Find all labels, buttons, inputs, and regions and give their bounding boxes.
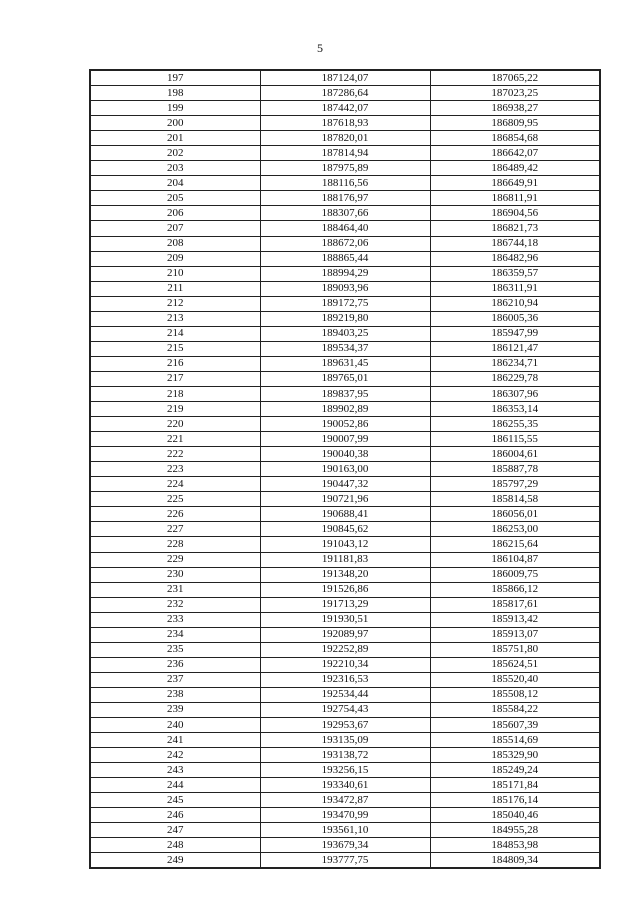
x-coordinate-cell: 193470,99 bbox=[260, 808, 430, 823]
y-coordinate-cell: 185040,46 bbox=[430, 808, 600, 823]
x-coordinate-cell: 189765,01 bbox=[260, 371, 430, 386]
y-coordinate-cell: 186359,57 bbox=[430, 266, 600, 281]
table-row bbox=[90, 763, 600, 778]
x-coordinate-cell: 188176,97 bbox=[260, 191, 430, 206]
point-number-cell: 198 bbox=[90, 86, 260, 101]
point-number-cell: 207 bbox=[90, 221, 260, 236]
table-row bbox=[90, 70, 600, 86]
x-coordinate-cell: 193679,34 bbox=[260, 838, 430, 853]
point-number-cell: 219 bbox=[90, 402, 260, 417]
point-number-cell: 210 bbox=[90, 266, 260, 281]
point-number-cell: 218 bbox=[90, 386, 260, 401]
y-coordinate-cell: 185866,12 bbox=[430, 582, 600, 597]
y-coordinate-cell: 187065,22 bbox=[430, 70, 600, 86]
table-row bbox=[90, 146, 600, 161]
point-number-cell: 248 bbox=[90, 838, 260, 853]
table-row bbox=[90, 492, 600, 507]
point-number-cell: 203 bbox=[90, 161, 260, 176]
x-coordinate-cell: 189172,75 bbox=[260, 296, 430, 311]
table-row bbox=[90, 131, 600, 146]
x-coordinate-cell: 188464,40 bbox=[260, 221, 430, 236]
table-row bbox=[90, 101, 600, 116]
table-row bbox=[90, 718, 600, 733]
y-coordinate-cell: 184853,98 bbox=[430, 838, 600, 853]
table-row bbox=[90, 432, 600, 447]
table-row bbox=[90, 266, 600, 281]
x-coordinate-cell: 187442,07 bbox=[260, 101, 430, 116]
point-number-cell: 233 bbox=[90, 612, 260, 627]
y-coordinate-cell: 185797,29 bbox=[430, 477, 600, 492]
x-coordinate-cell: 193340,61 bbox=[260, 778, 430, 793]
table-row bbox=[90, 642, 600, 657]
y-coordinate-cell: 185947,99 bbox=[430, 326, 600, 341]
y-coordinate-cell: 185329,90 bbox=[430, 748, 600, 763]
point-number-cell: 221 bbox=[90, 432, 260, 447]
x-coordinate-cell: 191043,12 bbox=[260, 537, 430, 552]
x-coordinate-cell: 191930,51 bbox=[260, 612, 430, 627]
x-coordinate-cell: 191348,20 bbox=[260, 567, 430, 582]
table-row bbox=[90, 823, 600, 838]
point-number-cell: 199 bbox=[90, 101, 260, 116]
y-coordinate-cell: 186056,01 bbox=[430, 507, 600, 522]
point-number-cell: 204 bbox=[90, 176, 260, 191]
point-number-cell: 236 bbox=[90, 657, 260, 672]
x-coordinate-cell: 189902,89 bbox=[260, 402, 430, 417]
x-coordinate-cell: 193256,15 bbox=[260, 763, 430, 778]
y-coordinate-cell: 185887,78 bbox=[430, 462, 600, 477]
table-row bbox=[90, 853, 600, 869]
point-number-cell: 249 bbox=[90, 853, 260, 869]
x-coordinate-cell: 190447,32 bbox=[260, 477, 430, 492]
y-coordinate-cell: 186253,00 bbox=[430, 522, 600, 537]
point-number-cell: 205 bbox=[90, 191, 260, 206]
x-coordinate-cell: 187820,01 bbox=[260, 131, 430, 146]
y-coordinate-cell: 186004,61 bbox=[430, 447, 600, 462]
x-coordinate-cell: 193135,09 bbox=[260, 733, 430, 748]
y-coordinate-cell: 185584,22 bbox=[430, 702, 600, 717]
x-coordinate-cell: 187975,89 bbox=[260, 161, 430, 176]
point-number-cell: 212 bbox=[90, 296, 260, 311]
point-number-cell: 215 bbox=[90, 341, 260, 356]
y-coordinate-cell: 185751,80 bbox=[430, 642, 600, 657]
y-coordinate-cell: 186649,91 bbox=[430, 176, 600, 191]
point-number-cell: 235 bbox=[90, 642, 260, 657]
table-row bbox=[90, 612, 600, 627]
y-coordinate-cell: 185514,69 bbox=[430, 733, 600, 748]
point-number-cell: 245 bbox=[90, 793, 260, 808]
table-row bbox=[90, 281, 600, 296]
table-row bbox=[90, 417, 600, 432]
y-coordinate-cell: 185817,61 bbox=[430, 597, 600, 612]
point-number-cell: 247 bbox=[90, 823, 260, 838]
table-row bbox=[90, 161, 600, 176]
x-coordinate-cell: 190721,96 bbox=[260, 492, 430, 507]
table-row bbox=[90, 296, 600, 311]
x-coordinate-cell: 189093,96 bbox=[260, 281, 430, 296]
y-coordinate-cell: 186489,42 bbox=[430, 161, 600, 176]
point-number-cell: 240 bbox=[90, 718, 260, 733]
point-number-cell: 220 bbox=[90, 417, 260, 432]
point-number-cell: 237 bbox=[90, 672, 260, 687]
point-number-cell: 209 bbox=[90, 251, 260, 266]
x-coordinate-cell: 189403,25 bbox=[260, 326, 430, 341]
y-coordinate-cell: 185171,84 bbox=[430, 778, 600, 793]
table-row bbox=[90, 86, 600, 101]
table-row bbox=[90, 402, 600, 417]
table-row bbox=[90, 462, 600, 477]
table-row bbox=[90, 221, 600, 236]
table-row bbox=[90, 176, 600, 191]
y-coordinate-cell: 186809,95 bbox=[430, 116, 600, 131]
point-number-cell: 232 bbox=[90, 597, 260, 612]
point-number-cell: 208 bbox=[90, 236, 260, 251]
point-number-cell: 229 bbox=[90, 552, 260, 567]
y-coordinate-cell: 185913,42 bbox=[430, 612, 600, 627]
table-row bbox=[90, 341, 600, 356]
x-coordinate-cell: 192534,44 bbox=[260, 687, 430, 702]
x-coordinate-cell: 190052,86 bbox=[260, 417, 430, 432]
table-row bbox=[90, 251, 600, 266]
y-coordinate-cell: 185607,39 bbox=[430, 718, 600, 733]
point-number-cell: 200 bbox=[90, 116, 260, 131]
table-row bbox=[90, 537, 600, 552]
point-number-cell: 231 bbox=[90, 582, 260, 597]
x-coordinate-cell: 192252,89 bbox=[260, 642, 430, 657]
x-coordinate-cell: 189219,80 bbox=[260, 311, 430, 326]
point-number-cell: 216 bbox=[90, 356, 260, 371]
table-row bbox=[90, 672, 600, 687]
x-coordinate-cell: 192316,53 bbox=[260, 672, 430, 687]
point-number-cell: 244 bbox=[90, 778, 260, 793]
x-coordinate-cell: 188865,44 bbox=[260, 251, 430, 266]
y-coordinate-cell: 186115,55 bbox=[430, 432, 600, 447]
x-coordinate-cell: 192953,67 bbox=[260, 718, 430, 733]
point-number-cell: 228 bbox=[90, 537, 260, 552]
table-row bbox=[90, 116, 600, 131]
table-row bbox=[90, 311, 600, 326]
point-number-cell: 214 bbox=[90, 326, 260, 341]
y-coordinate-cell: 186210,94 bbox=[430, 296, 600, 311]
x-coordinate-cell: 193561,10 bbox=[260, 823, 430, 838]
y-coordinate-cell: 186811,91 bbox=[430, 191, 600, 206]
point-number-cell: 239 bbox=[90, 702, 260, 717]
y-coordinate-cell: 185508,12 bbox=[430, 687, 600, 702]
x-coordinate-cell: 189631,45 bbox=[260, 356, 430, 371]
x-coordinate-cell: 188672,06 bbox=[260, 236, 430, 251]
y-coordinate-cell: 186229,78 bbox=[430, 371, 600, 386]
point-number-cell: 246 bbox=[90, 808, 260, 823]
point-number-cell: 242 bbox=[90, 748, 260, 763]
y-coordinate-cell: 186311,91 bbox=[430, 281, 600, 296]
point-number-cell: 241 bbox=[90, 733, 260, 748]
x-coordinate-cell: 188116,56 bbox=[260, 176, 430, 191]
coordinates-table-body bbox=[90, 70, 600, 868]
table-row bbox=[90, 838, 600, 853]
table-row bbox=[90, 702, 600, 717]
y-coordinate-cell: 185520,40 bbox=[430, 672, 600, 687]
point-number-cell: 197 bbox=[90, 70, 260, 86]
x-coordinate-cell: 190040,38 bbox=[260, 447, 430, 462]
y-coordinate-cell: 186307,96 bbox=[430, 386, 600, 401]
x-coordinate-cell: 187286,64 bbox=[260, 86, 430, 101]
y-coordinate-cell: 186005,36 bbox=[430, 311, 600, 326]
x-coordinate-cell: 193138,72 bbox=[260, 748, 430, 763]
y-coordinate-cell: 184955,28 bbox=[430, 823, 600, 838]
point-number-cell: 224 bbox=[90, 477, 260, 492]
table-row bbox=[90, 326, 600, 341]
y-coordinate-cell: 185624,51 bbox=[430, 657, 600, 672]
page-number: 5 bbox=[317, 41, 323, 55]
y-coordinate-cell: 186482,96 bbox=[430, 251, 600, 266]
table-row bbox=[90, 356, 600, 371]
x-coordinate-cell: 192089,97 bbox=[260, 627, 430, 642]
point-number-cell: 225 bbox=[90, 492, 260, 507]
point-number-cell: 201 bbox=[90, 131, 260, 146]
x-coordinate-cell: 187618,93 bbox=[260, 116, 430, 131]
point-number-cell: 234 bbox=[90, 627, 260, 642]
point-number-cell: 222 bbox=[90, 447, 260, 462]
x-coordinate-cell: 190007,99 bbox=[260, 432, 430, 447]
table-row bbox=[90, 386, 600, 401]
table-row bbox=[90, 748, 600, 763]
x-coordinate-cell: 189534,37 bbox=[260, 341, 430, 356]
y-coordinate-cell: 186009,75 bbox=[430, 567, 600, 582]
table-row bbox=[90, 522, 600, 537]
table-row bbox=[90, 793, 600, 808]
table-row bbox=[90, 597, 600, 612]
x-coordinate-cell: 190163,00 bbox=[260, 462, 430, 477]
y-coordinate-cell: 185249,24 bbox=[430, 763, 600, 778]
coordinates-table bbox=[89, 69, 601, 869]
y-coordinate-cell: 186215,64 bbox=[430, 537, 600, 552]
point-number-cell: 227 bbox=[90, 522, 260, 537]
point-number-cell: 243 bbox=[90, 763, 260, 778]
y-coordinate-cell: 187023,25 bbox=[430, 86, 600, 101]
table-row bbox=[90, 657, 600, 672]
point-number-cell: 238 bbox=[90, 687, 260, 702]
y-coordinate-cell: 186821,73 bbox=[430, 221, 600, 236]
table-row bbox=[90, 687, 600, 702]
point-number-cell: 211 bbox=[90, 281, 260, 296]
y-coordinate-cell: 186642,07 bbox=[430, 146, 600, 161]
x-coordinate-cell: 188994,29 bbox=[260, 266, 430, 281]
point-number-cell: 217 bbox=[90, 371, 260, 386]
y-coordinate-cell: 186938,27 bbox=[430, 101, 600, 116]
y-coordinate-cell: 186353,14 bbox=[430, 402, 600, 417]
x-coordinate-cell: 190845,62 bbox=[260, 522, 430, 537]
x-coordinate-cell: 191526,86 bbox=[260, 582, 430, 597]
table-row bbox=[90, 477, 600, 492]
y-coordinate-cell: 186744,18 bbox=[430, 236, 600, 251]
table-row bbox=[90, 778, 600, 793]
y-coordinate-cell: 186255,35 bbox=[430, 417, 600, 432]
table-row bbox=[90, 206, 600, 221]
x-coordinate-cell: 187814,94 bbox=[260, 146, 430, 161]
point-number-cell: 206 bbox=[90, 206, 260, 221]
y-coordinate-cell: 186854,68 bbox=[430, 131, 600, 146]
table-row bbox=[90, 371, 600, 386]
table-row bbox=[90, 808, 600, 823]
y-coordinate-cell: 186104,87 bbox=[430, 552, 600, 567]
y-coordinate-cell: 185176,14 bbox=[430, 793, 600, 808]
table-row bbox=[90, 507, 600, 522]
point-number-cell: 202 bbox=[90, 146, 260, 161]
x-coordinate-cell: 189837,95 bbox=[260, 386, 430, 401]
x-coordinate-cell: 192210,34 bbox=[260, 657, 430, 672]
point-number-cell: 230 bbox=[90, 567, 260, 582]
table-row bbox=[90, 447, 600, 462]
point-number-cell: 226 bbox=[90, 507, 260, 522]
x-coordinate-cell: 191181,83 bbox=[260, 552, 430, 567]
table-row bbox=[90, 733, 600, 748]
table-row bbox=[90, 582, 600, 597]
x-coordinate-cell: 188307,66 bbox=[260, 206, 430, 221]
x-coordinate-cell: 193777,75 bbox=[260, 853, 430, 869]
table-row bbox=[90, 627, 600, 642]
table-row bbox=[90, 552, 600, 567]
y-coordinate-cell: 184809,34 bbox=[430, 853, 600, 869]
x-coordinate-cell: 193472,87 bbox=[260, 793, 430, 808]
x-coordinate-cell: 187124,07 bbox=[260, 70, 430, 86]
y-coordinate-cell: 185814,58 bbox=[430, 492, 600, 507]
y-coordinate-cell: 186234,71 bbox=[430, 356, 600, 371]
x-coordinate-cell: 192754,43 bbox=[260, 702, 430, 717]
table-row bbox=[90, 236, 600, 251]
y-coordinate-cell: 186121,47 bbox=[430, 341, 600, 356]
point-number-cell: 213 bbox=[90, 311, 260, 326]
y-coordinate-cell: 186904,56 bbox=[430, 206, 600, 221]
table-row bbox=[90, 567, 600, 582]
y-coordinate-cell: 185913,07 bbox=[430, 627, 600, 642]
x-coordinate-cell: 191713,29 bbox=[260, 597, 430, 612]
x-coordinate-cell: 190688,41 bbox=[260, 507, 430, 522]
table-row bbox=[90, 191, 600, 206]
point-number-cell: 223 bbox=[90, 462, 260, 477]
